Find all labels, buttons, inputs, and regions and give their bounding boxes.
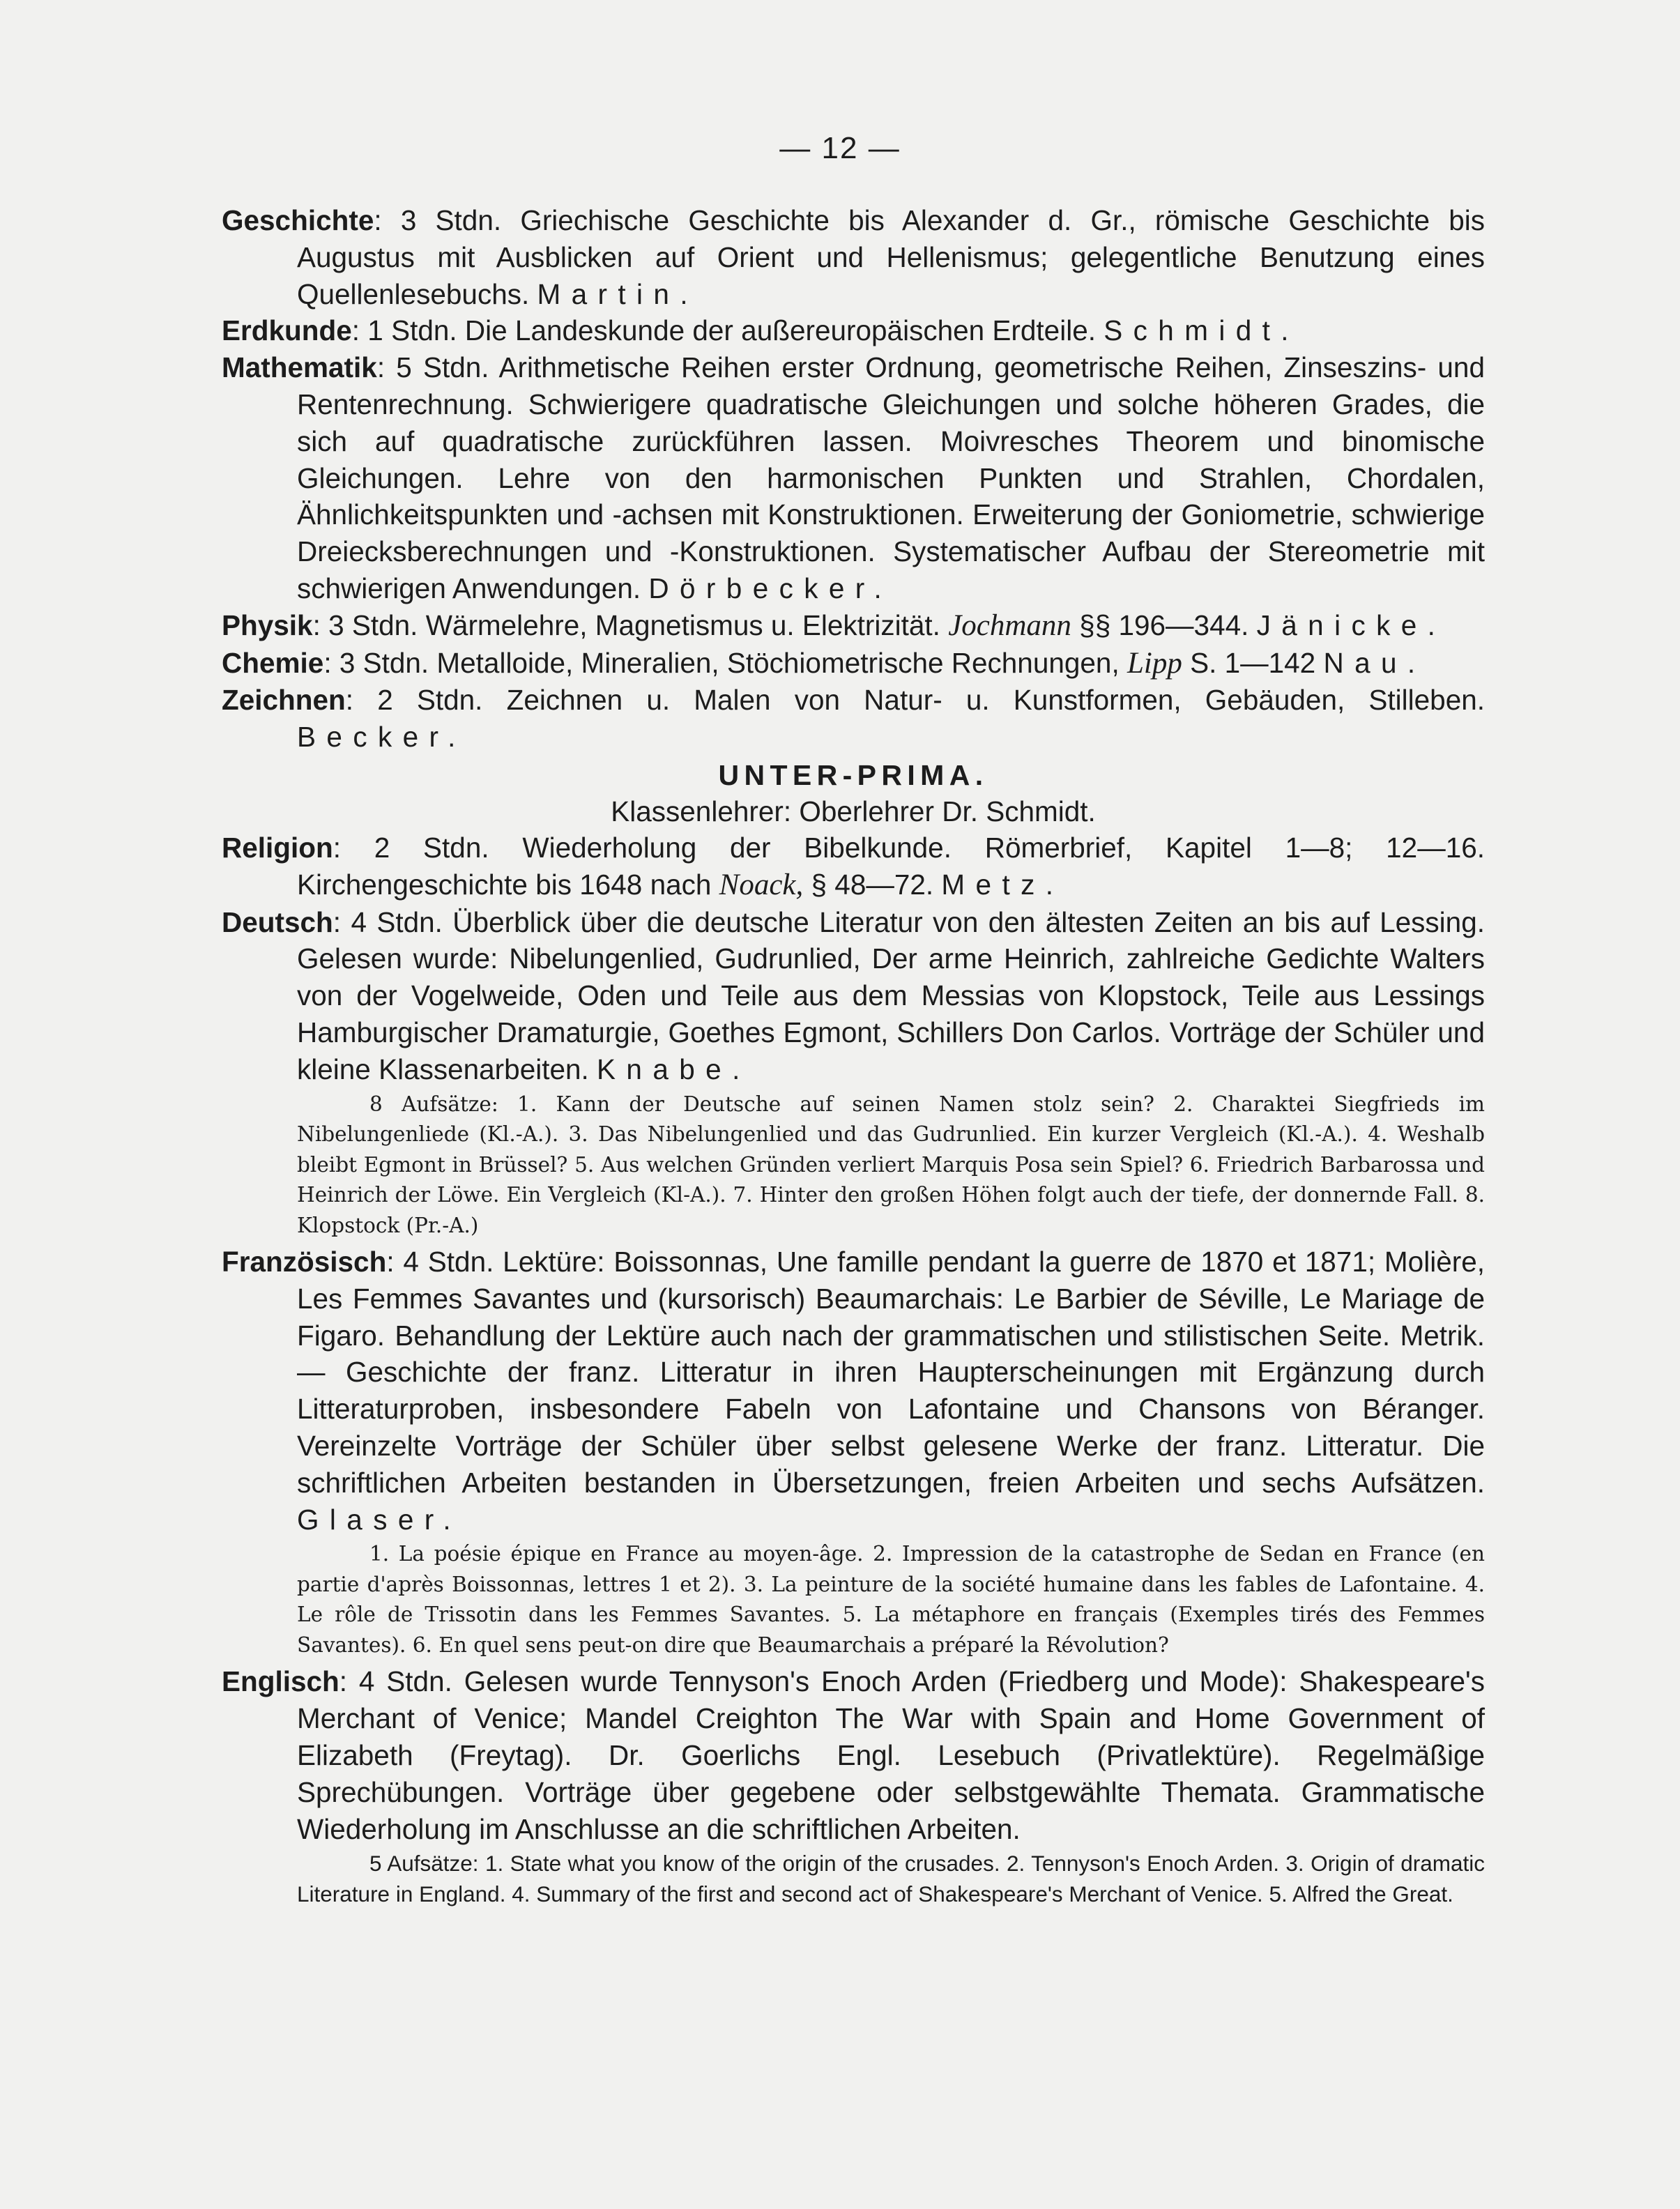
subject-entry-englisch xyxy=(222,1663,1485,1847)
teacher-name: Knabe. xyxy=(597,1053,751,1085)
subject-name: Physik xyxy=(222,609,313,641)
subject-separator: : xyxy=(333,831,374,864)
entry-text: 3 Stdn. Wärmelehre, Magnetismus u. Elektrizität. xyxy=(328,609,949,641)
subject-separator: : xyxy=(333,905,351,938)
subject-entry-geschichte xyxy=(222,202,1485,312)
page-content xyxy=(222,202,1485,1912)
subject-entry-franzoesisch xyxy=(222,1244,1485,1538)
teacher-name: Schmidt. xyxy=(1104,314,1299,347)
entry-text: 4 Stdn. Überblick über die deutsche Literatur von den ältesten Zeiten an bis auf Lessing. Gelesen wurde: Nibelungenlied, Gudrunlied, Der arme Heinrich, zahlreiche Gedichte Walters von der Vogelweide, Oden und Teile aus dem Messias von Klopstock, Teile aus Lessings Hamburgischer Dramaturgie, Goethes Egmont, Schillers Don Carlos. Vorträge der Schüler und kleine Klassenarbeiten. xyxy=(297,905,1485,1085)
subject-separator: : xyxy=(312,609,329,641)
teacher-name: Nau. xyxy=(1323,646,1426,679)
subjects-upper-section xyxy=(222,202,1485,756)
textbook-name: Noack, xyxy=(719,868,804,901)
subject-separator: : xyxy=(345,684,378,717)
essay-topics-deutsch: 8 Aufsätze: 1. Kann der Deutsche auf seinen Namen stolz sein? 2. Charaktei Siegfrieds im Nibelungenliede (Kl.-A.). 3. Das Nibelungenlied und das Gudrunlied. Ein kurzer Vergleich (Kl.-A.). 4. Weshalb bleibt Egmont in Brüssel? 5. Aus welchen Gründen verliert Marquis Posa sein Spiel? 6. Friedrich Barbarossa und Heinrich der Löwe. Ein Vergleich (Kl-A.). 7. Hinter den großen Höhen folgt auch der tiefe, der donnernde Fall. 8. Klopstock (Pr.-A.) xyxy=(297,1092,1485,1237)
entry-text: 3 Stdn. Griechische Geschichte bis Alexander d. Gr., römische Geschichte bis Augustus mit Ausblicken auf Orient und Hellenismus; gelegentliche Benutzung eines Quellenlesebuchs. xyxy=(297,204,1485,310)
subject-name: Erdkunde xyxy=(222,314,352,347)
subject-entry-physik xyxy=(222,607,1485,645)
subject-separator: : xyxy=(351,314,368,347)
teacher-name: Glaser. xyxy=(297,1503,462,1536)
subject-entry-erdkunde xyxy=(222,312,1485,349)
subject-separator: : xyxy=(376,351,397,384)
subject-entry-religion xyxy=(222,830,1485,904)
subject-name: Chemie xyxy=(222,646,324,679)
entry-text: 5 Stdn. Arithmetische Reihen erster Ordnung, geometrische Reihen, Zinseszins- und Rentenrechnung. Schwierigere quadratische Gleichungen und solche höheren Grades, die sich auf quadratische zurückführen lassen. Moivresches Theorem und binomische Gleichungen. Lehre von den harmonischen Punkten und Strahlen, Chordalen, Ähnlichkeitspunkten und -achsen mit Konstruktionen. Erweiterung der Goniometrie, schwierige Dreiecksberechnungen und -Konstruktionen. Systematischer Aufbau der Stereometrie mit schwierigen Anwendungen. xyxy=(297,351,1485,604)
entry-text: 1 Stdn. Die Landeskunde der außereuropäischen Erdteile. xyxy=(367,314,1104,347)
subject-entry-zeichnen xyxy=(222,682,1485,756)
subject-name: Französisch xyxy=(222,1246,387,1278)
textbook-name: Lipp xyxy=(1127,646,1182,680)
essay-topics-englisch: 5 Aufsätze: 1. State what you know of the origin of the crusades. 2. Tennyson's Enoch Arden. 3. Origin of dramatic Literature in England. 4. Summary of the first and second act of Shakespeare's Merchant of Venice. 5. Alfred the Great. xyxy=(297,1851,1485,1906)
subject-separator: : xyxy=(386,1246,404,1278)
subject-separator: : xyxy=(339,1665,359,1698)
entry-text: S. 1—142 xyxy=(1182,646,1324,679)
entry-text: 4 Stdn. Gelesen wurde Tennyson's Enoch Arden (Friedberg und Mode): Shakespeare's Merchant of Venice; Mandel Creighton The War with Spain and Home Government of Elizabeth (Freytag). Dr. Goerlichs Engl. Lesebuch (Privatlektüre). Regelmäßige Sprechübungen. Vorträge über gegebene oder selbstgewählte Themata. Grammatische Wiederholung im Anschlusse an die schriftlichen Arbeiten. xyxy=(297,1665,1485,1845)
textbook-name: Jochmann xyxy=(948,609,1071,642)
subject-name: Religion xyxy=(222,831,333,864)
subject-entry-deutsch xyxy=(222,904,1485,1088)
teacher-name: Jänicke. xyxy=(1256,609,1446,641)
subject-entry-mathematik xyxy=(222,349,1485,607)
essay-topics-franzoesisch: 1. La poésie épique en France au moyen-âge. 2. Impression de la catastrophe de Sedan en France (en partie d'après Boissonnas, lettres 1 et 2). 3. La peinture de la société humaine dans les fables de Lafontaine. 4. Le rôle de Trissotin dans les Femmes Savantes. 5. La métaphore en français (Exemples tirés des Femmes Savantes). 6. En quel sens peut-on dire que Beaumarchais a préparé la Révolution? xyxy=(297,1542,1485,1657)
section-heading: UNTER-PRIMA. xyxy=(718,758,988,791)
teacher-name: Martin. xyxy=(537,277,698,310)
subject-entry-chemie xyxy=(222,645,1485,682)
subject-separator: : xyxy=(374,204,401,236)
page-number: — 12 — xyxy=(779,131,901,165)
subject-separator: : xyxy=(323,646,339,679)
entry-text: 3 Stdn. Metalloide, Mineralien, Stöchiometrische Rechnungen, xyxy=(339,646,1127,679)
entry-text: 2 Stdn. Wiederholung der Bibelkunde. Römerbrief, Kapitel 1—8; 12—16. Kirchengeschichte bis 1648 nach xyxy=(297,831,1485,901)
subject-name: Geschichte xyxy=(222,204,374,236)
subject-name: Zeichnen xyxy=(222,684,346,717)
entry-text: § 48—72. xyxy=(803,868,942,901)
teacher-name: Metz. xyxy=(941,868,1064,901)
entry-text: 2 Stdn. Zeichnen u. Malen von Natur- u. Kunstformen, Gebäuden, Stilleben. xyxy=(377,684,1485,717)
teacher-name: Becker. xyxy=(297,721,466,754)
subject-name: Englisch xyxy=(222,1665,339,1698)
teacher-name: Dörbecker. xyxy=(648,572,893,604)
class-teacher-line: Klassenlehrer: Oberlehrer Dr. Schmidt. xyxy=(611,795,1096,827)
subject-name: Mathematik xyxy=(222,351,377,384)
entry-text: 4 Stdn. Lektüre: Boissonnas, Une famille pendant la guerre de 1870 et 1871; Molière, Les Femmes Savantes und (kursorisch) Beaumarchais: Le Barbier de Séville, Le Mariage de Figaro. Behandlung der Lektüre auch nach der grammatischen und stilistischen Seite. Metrik. — Geschichte der franz. Litteratur in ihren Haupterscheinungen mit Ergänzung durch Litteraturproben, insbesondere Fabeln von Lafontaine und Chansons von Béranger. Vereinzelte Vorträge der Schüler über selbst gelesene Werke der franz. Litteratur. Die schriftlichen Arbeiten bestanden in Übersetzungen, freien Arbeiten und sechs Aufsätzen. xyxy=(297,1246,1485,1499)
entry-text: §§ 196—344. xyxy=(1071,609,1257,641)
subject-name: Deutsch xyxy=(222,905,333,938)
